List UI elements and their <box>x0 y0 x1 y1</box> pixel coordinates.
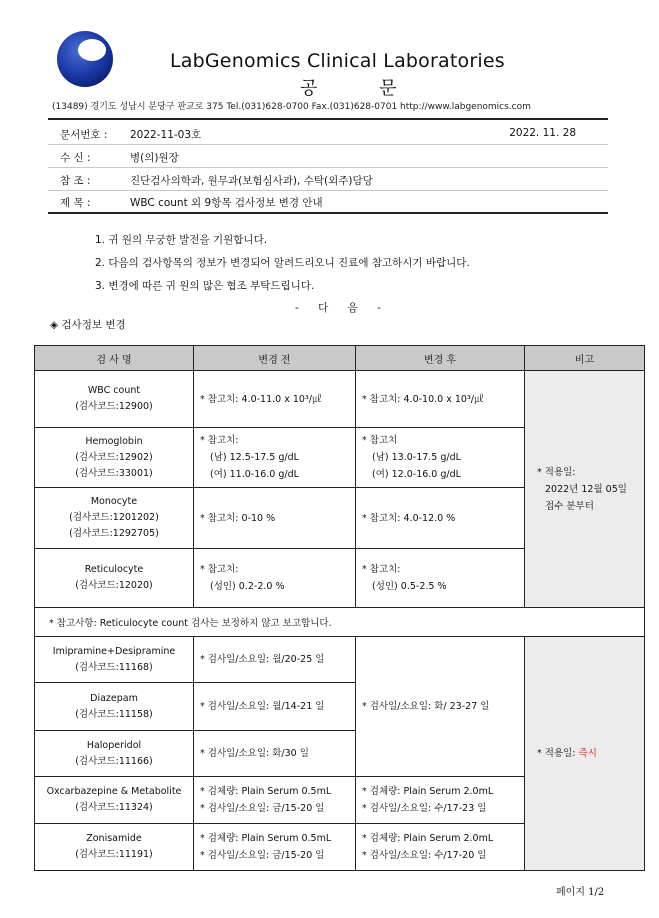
remarks-cell-group2 <box>525 637 645 871</box>
after-cell <box>356 777 525 824</box>
before-cell <box>194 428 356 488</box>
test-code: (검사코드:11168) <box>75 661 153 673</box>
test-code: (검사코드:11324) <box>75 802 153 813</box>
test-code: (검사코드:33001) <box>75 467 153 479</box>
before-value: * 검사일/소요일: 금/15-20 일 <box>200 803 325 814</box>
test-name: Diazepam <box>90 692 138 704</box>
test-code: (검사코드:11166) <box>75 755 153 767</box>
doc-date: 2022. 11. 28 <box>509 127 576 139</box>
before-value: * 검사일/소요일: 월/14-21 일 <box>200 701 325 712</box>
after-value: * 참고치: <box>362 564 401 575</box>
test-name-cell <box>35 824 194 871</box>
before-value: * 참고치: <box>200 435 239 446</box>
before-value: * 검사일/소요일: 화/30 일 <box>200 748 309 759</box>
after-value: (남) 13.0-17.5 g/dL <box>372 452 461 463</box>
test-name-cell <box>35 731 194 777</box>
before-value: (여) 11.0-16.0 g/dL <box>210 469 299 480</box>
test-code: (검사코드:11158) <box>75 708 153 720</box>
after-value: (여) 12.0-16.0 g/dL <box>372 469 461 480</box>
doc-number: 2022-11-03호 <box>130 129 202 141</box>
test-name: Haloperidol <box>86 739 142 751</box>
labgenomics-logo-icon <box>56 30 114 88</box>
test-code: (검사코드:12020) <box>75 580 153 591</box>
test-name-cell <box>35 549 194 608</box>
before-value: * 검체량: Plain Serum 0.5mL <box>200 786 332 797</box>
table-header-row <box>35 346 645 371</box>
remarks-cell-group1 <box>525 371 645 608</box>
header-before: 변경 전 <box>194 346 356 371</box>
before-value: * 검사일/소요일: 금/15-20 일 <box>200 850 325 861</box>
test-code: (검사코드:11191) <box>75 849 153 860</box>
doc-number-label: 문서번호 : <box>60 129 108 141</box>
subject: WBC count 외 9항목 검사정보 변경 안내 <box>130 197 323 209</box>
before-value: * 참고치: 4.0-11.0 x 10³/㎕ <box>200 393 322 405</box>
before-cell <box>194 371 356 428</box>
after-value: * 검체량: Plain Serum 2.0mL <box>362 786 494 797</box>
test-change-table <box>34 345 645 871</box>
test-name: WBC count <box>87 385 141 396</box>
reference-note: * 참고사항: Reticulocyte count 검사는 보정하지 않고 보고합니다. <box>35 608 645 637</box>
after-cell <box>356 488 525 549</box>
table-row <box>35 608 645 637</box>
after-cell <box>356 824 525 871</box>
after-cell <box>356 428 525 488</box>
cc-row <box>60 173 373 188</box>
apply-date-note: 접수 분부터 <box>545 500 594 512</box>
after-value: * 참고치: 4.0-10.0 x 10³/㎕ <box>362 393 484 405</box>
subject-row <box>60 195 323 210</box>
header-remarks: 비고 <box>525 346 645 371</box>
table-row <box>35 637 645 683</box>
after-cell <box>356 371 525 428</box>
document-title: 공 문 <box>300 78 425 99</box>
apply-date-label: * 적용일: <box>537 466 576 478</box>
section-title: ◈ 검사정보 변경 <box>50 319 126 331</box>
recipient-label: 수 신 : <box>60 152 91 164</box>
page-number: 페이지 1/2 <box>556 887 605 898</box>
apply-date: 2022년 12월 05일 <box>545 483 627 495</box>
test-name: Imipramine+Desipramine <box>52 645 176 657</box>
after-value: * 검사일/소요일: 화/ 23-27 일 <box>362 701 490 712</box>
before-cell <box>194 488 356 549</box>
after-value: * 검사일/소요일: 수/17-23 일 <box>362 803 487 814</box>
test-name-cell <box>35 371 194 428</box>
test-name: Zonisamide <box>86 833 142 844</box>
body-line-1: 1. 귀 원의 무궁한 발전을 기원합니다. <box>95 234 268 246</box>
before-cell <box>194 637 356 683</box>
test-name-cell <box>35 637 194 683</box>
header-test-name: 검 사 명 <box>35 346 194 371</box>
after-value: (성인) 0.5-2.5 % <box>372 581 447 592</box>
test-name-cell <box>35 428 194 488</box>
before-cell <box>194 549 356 608</box>
doc-number-row <box>60 127 201 142</box>
before-cell <box>194 731 356 777</box>
test-name: Hemoglobin <box>85 435 143 447</box>
test-name-cell <box>35 683 194 731</box>
before-cell <box>194 824 356 871</box>
test-name: Oxcarbazepine & Metabolite <box>46 786 182 797</box>
test-code: (검사코드:1292705) <box>69 528 159 539</box>
recipient-row <box>60 150 179 165</box>
test-name: Reticulocyte <box>84 564 144 575</box>
before-value: * 참고치: <box>200 564 239 575</box>
after-cell <box>356 549 525 608</box>
before-value: * 검체량: Plain Serum 0.5mL <box>200 833 332 844</box>
company-address: (13489) 경기도 성남시 분당구 판교로 375 Tel.(031)628-0700 Fax.(031)628-0701 http://www.labgenomics.com <box>52 102 531 112</box>
cc-label: 참 조 : <box>60 175 91 187</box>
table-row <box>35 371 645 428</box>
apply-date-immediate: 즉시 <box>578 748 597 759</box>
after-value: * 검체량: Plain Serum 2.0mL <box>362 833 494 844</box>
test-name-cell <box>35 777 194 824</box>
test-code: (검사코드:12902) <box>75 451 153 463</box>
before-value: (남) 12.5-17.5 g/dL <box>210 452 299 463</box>
company-name: LabGenomics Clinical Laboratories <box>170 50 505 72</box>
body-line-3: 3. 변경에 따른 귀 원의 많은 협조 부탁드립니다. <box>95 280 315 292</box>
body-line-2: 2. 다음의 검사항목의 정보가 변경되어 알려드리오니 진료에 참고하시기 바랍니다. <box>95 257 470 269</box>
following-marker: - 다 음 - <box>295 302 389 314</box>
apply-date-label: * 적용일: <box>537 748 579 759</box>
test-code: (검사코드:12900) <box>75 401 153 412</box>
before-value: * 검사일/소요일: 월/20-25 일 <box>200 654 325 665</box>
before-cell <box>194 683 356 731</box>
header-after: 변경 후 <box>356 346 525 371</box>
test-name: Monocyte <box>90 496 138 507</box>
document-header-block <box>48 118 608 214</box>
after-cell-shared <box>356 637 525 777</box>
cc: 진단검사의학과, 원무과(보험심사과), 수탁(외주)담당 <box>130 175 373 187</box>
recipient: 병(의)원장 <box>130 152 179 164</box>
test-name-cell <box>35 488 194 549</box>
after-value: * 참고치 <box>362 435 398 446</box>
before-cell <box>194 777 356 824</box>
subject-label: 제 목 : <box>60 197 91 209</box>
after-value: * 검사일/소요일: 수/17-20 일 <box>362 850 487 861</box>
before-value: * 참고치: 0-10 % <box>200 512 276 524</box>
after-value: * 참고치: 4.0-12.0 % <box>362 512 456 524</box>
before-value: (성인) 0.2-2.0 % <box>210 581 285 592</box>
test-code: (검사코드:1201202) <box>69 512 159 523</box>
